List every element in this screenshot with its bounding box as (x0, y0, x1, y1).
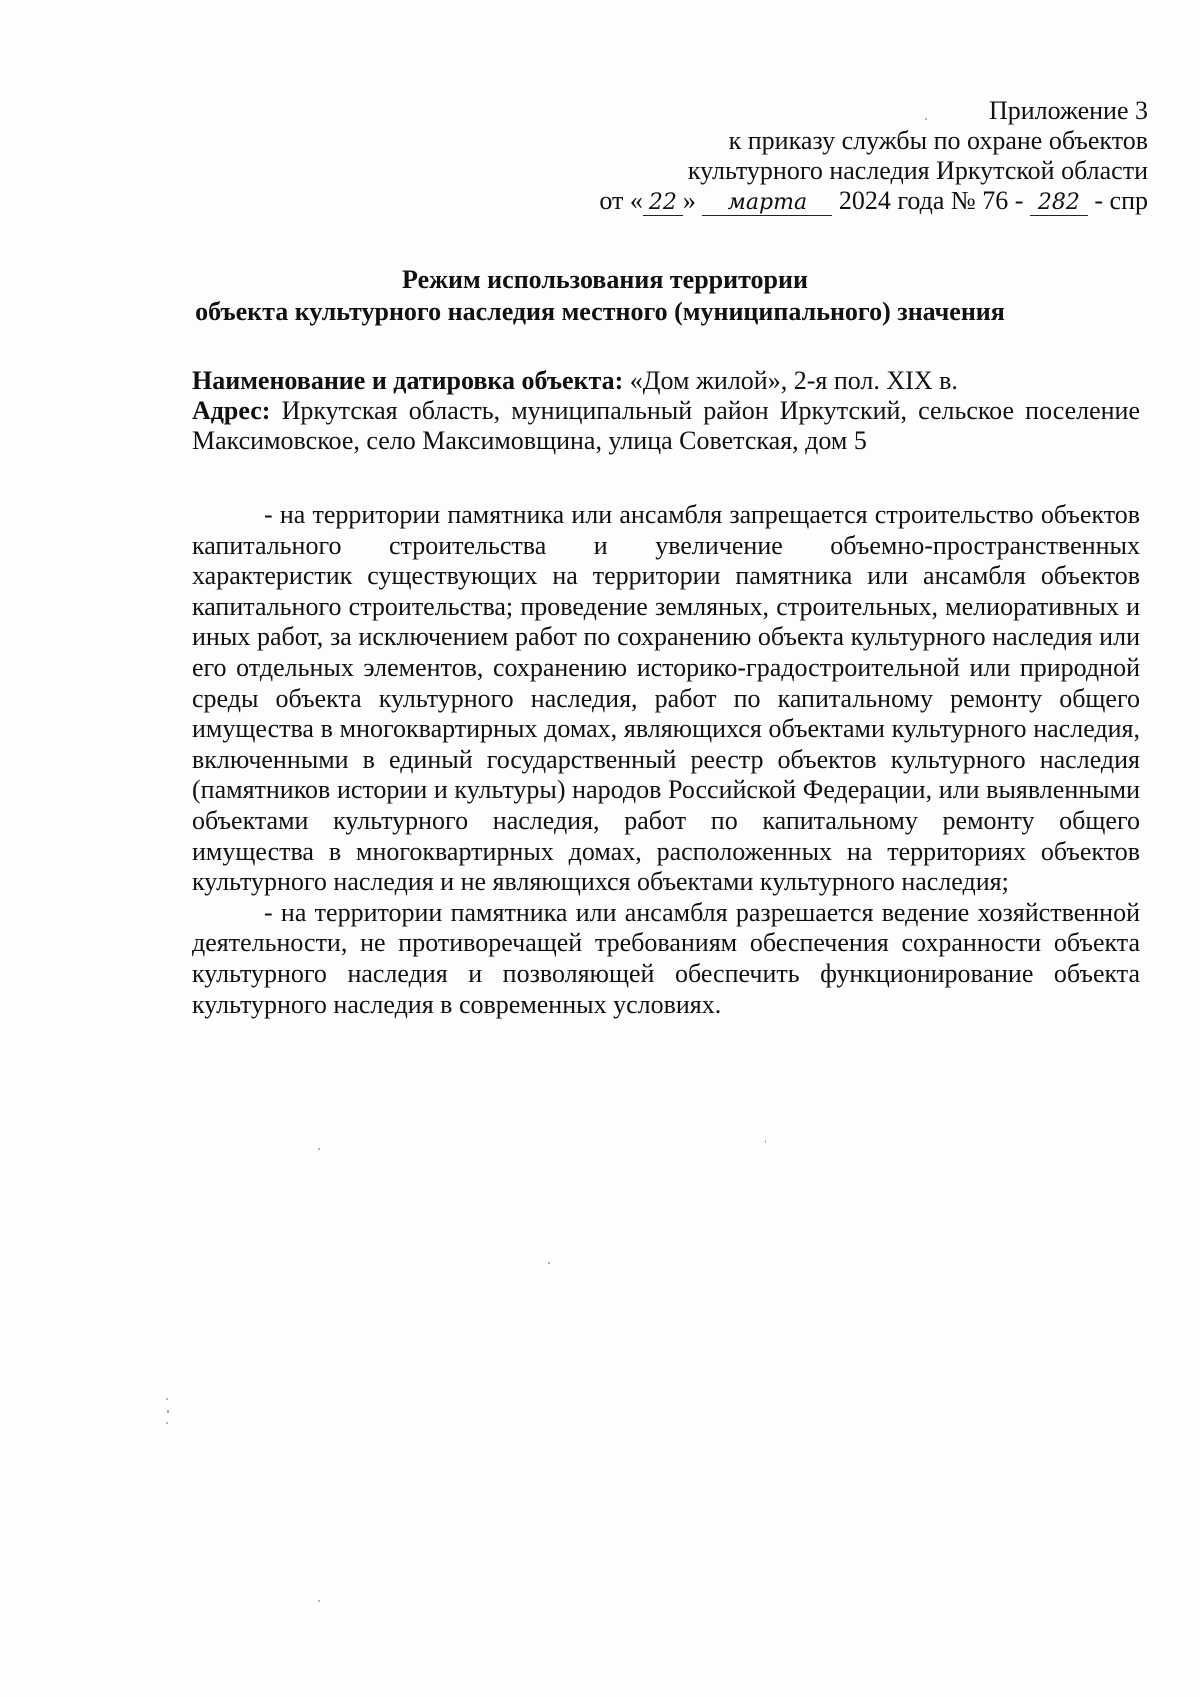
order-date-line (599, 186, 1148, 216)
scan-speck (318, 1600, 320, 1602)
scan-speck (925, 118, 927, 120)
title-line-1: Режим использования территории (402, 265, 808, 294)
scan-speck (765, 1140, 766, 1143)
scan-speck (548, 1262, 550, 1264)
title-line-2: объекта культурного наследия местного (муниципального) значения (195, 297, 1005, 326)
object-info (192, 366, 1140, 456)
document-title (0, 264, 1200, 328)
object-name-label: Наименование и датировка объекта: (192, 366, 624, 395)
handwritten-order-number: 282 (1030, 191, 1088, 216)
object-address-label: Адрес: (192, 396, 271, 425)
scan-speck (166, 1422, 168, 1424)
year-and-number-text: 2024 года № 76 - (838, 186, 1024, 215)
order-reference: к приказу службы по охране объектов (728, 126, 1148, 155)
regime-body (192, 500, 1140, 1020)
object-name-value: «Дом жилой», 2-я пол. XIX в. (629, 366, 958, 395)
date-prefix: от « (599, 186, 643, 215)
permissions-paragraph: - на территории памятника или ансамбля разрешается ведение хозяйственной деятельности, не противоречащей требованиям обеспечения сохранности объекта культурного наследия и позволяющей обеспечить функционирование объекта культурного наследия в современных условиях. (192, 897, 1140, 1019)
order-suffix: - спр (1094, 186, 1148, 215)
object-address-row (192, 396, 1140, 456)
scan-speck (167, 1410, 169, 1413)
appendix-header (599, 96, 1148, 216)
prohibitions-paragraph: - на территории памятника или ансамбля запрещается строительство объектов капитального строительства и увеличение объемно-пространственных характеристик существующих на территории памятника или ансамбля объектов капитального строительства; проведение земляных, строительных, мелиоративных и иных работ, за исключением работ по сохранению объекта культурного наследия или его отдельных элементов, сохранению историко-градостроительной или природной среды объекта культурного наследия, работ по капитальному ремонту общего имущества в многоквартирных домах, являющихся объектами культурного наследия, включенными в единый государственный реестр объектов культурного наследия (памятников истории и культуры) народов Российской Федерации, или выявленными объектами культурного наследия, работ по капитальному ремонту общего имущества в многоквартирных домах, расположенных на территориях объектов культурного наследия и не являющихся объектами культурного наследия; (192, 500, 1140, 897)
handwritten-month: марта (702, 191, 832, 216)
date-mid: » (682, 186, 696, 215)
appendix-number: Приложение 3 (988, 96, 1148, 125)
object-address-value: Иркутская область, муниципальный район Иркутский, сельское поселение Максимовское, село Максимовщина, улица Советская, дом 5 (192, 396, 1140, 455)
scan-speck (318, 1148, 320, 1150)
issuing-authority: культурного наследия Иркутской области (687, 156, 1148, 185)
scan-speck (166, 1398, 168, 1400)
handwritten-day: 22 (643, 191, 683, 216)
object-name-row (192, 366, 1140, 396)
